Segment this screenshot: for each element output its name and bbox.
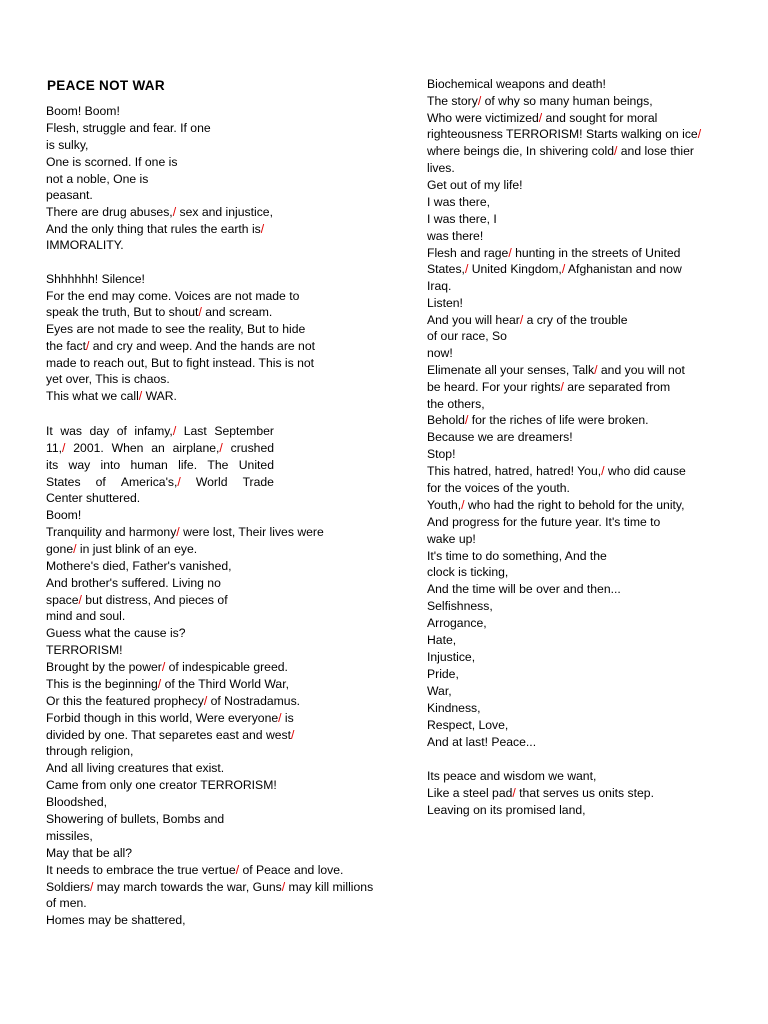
slash-mark: / [161, 660, 166, 674]
poem-line: This is the beginning/ of the Third World War, [46, 677, 289, 691]
poem-word: day [89, 424, 110, 438]
poem-line: Eyes are not made to see the reality, But to hide [46, 322, 306, 336]
poem-word: its [46, 458, 59, 472]
poem-word: The [207, 458, 229, 472]
poem-line: Or this the featured prophecy/ of Nostradamus. [46, 694, 301, 708]
poem-word: infamy,/ [134, 424, 177, 438]
slash-mark: / [519, 313, 524, 327]
poem-line: divided by one. That separetes east and west/ [46, 728, 295, 742]
slash-mark: / [62, 441, 66, 455]
poem-line: through religion, [46, 744, 134, 758]
poem-line: And the only thing that rules the earth is/ [46, 222, 265, 236]
slash-mark: / [461, 498, 465, 512]
poem-line: And progress for the future year. It's time to [427, 515, 661, 529]
poem-line: There are drug abuses,/ sex and injustice, [46, 205, 273, 219]
poem-line: peasant. [46, 188, 93, 202]
poem-line: lives. [427, 161, 455, 175]
poem-line: Listen! [427, 296, 463, 310]
poem-word: 11,/ [46, 441, 66, 455]
poem-line: Who were victimized/ and sought for moral [427, 111, 658, 125]
slash-mark: / [73, 542, 77, 556]
slash-mark: / [613, 144, 618, 158]
poem-word: airplane,/ [172, 441, 223, 455]
poem-line: be heard. For your rights/ are separated from [427, 380, 671, 394]
slash-mark: / [512, 786, 516, 800]
poem-line: Tranquility and harmony/ were lost, Their lives were [46, 525, 324, 539]
poem-word: way [68, 458, 91, 472]
poem-line: Showering of bullets, Bombs and [46, 812, 225, 826]
slash-mark: / [157, 677, 162, 691]
slash-mark: / [177, 475, 181, 489]
slash-mark: / [464, 413, 469, 427]
poem-line: Bloodshed, [46, 795, 107, 809]
slash-mark: / [561, 262, 566, 276]
poem-line: for the voices of the youth. [427, 481, 570, 495]
poem-line: States,/ United Kingdom,/ Afghanistan and now [427, 262, 682, 276]
poem-line: wake up! [427, 532, 476, 546]
slash-mark: / [291, 728, 295, 742]
poem-line: of men. [46, 896, 87, 910]
poem-word: human [130, 458, 168, 472]
poem-line: And brother's suffered. Living no [46, 576, 221, 590]
slash-mark: / [78, 593, 82, 607]
poem-line: Homes may be shattered, [46, 913, 186, 927]
poem-word: Trade [242, 475, 274, 489]
poem-line: Boom! Boom! [46, 104, 120, 118]
poem-line: Brought by the power/ of indespicable greed. [46, 660, 288, 674]
poem-line: May that be all? [46, 846, 133, 860]
poem-line: yet over, This is chaos. [46, 372, 170, 386]
poem-line [46, 457, 274, 473]
poem-word: crushed [230, 441, 274, 455]
poem-line: mind and soul. [46, 609, 126, 623]
poem-line: now! [427, 346, 453, 360]
slash-mark: / [508, 246, 512, 260]
poem-line: And the time will be over and then... [427, 582, 621, 596]
poem-line: Behold/ for the riches of life were broken. [427, 413, 649, 427]
poem-line: where beings die, In shivering cold/ and lose thier [427, 144, 694, 158]
poem-line: Flesh, struggle and fear. If one [46, 121, 211, 135]
poem-word: into [100, 458, 121, 472]
slash-mark: / [601, 464, 605, 478]
slash-mark: / [477, 94, 482, 108]
poem-line: Pride, [427, 667, 459, 681]
poem-line: made to reach out, But to fight instead. This is not [46, 356, 315, 370]
poem-line: speak the truth, But to shout/ and scream. [46, 305, 273, 319]
poem-line: Injustice, [427, 650, 476, 664]
slash-mark: / [260, 222, 265, 236]
poem-line: Mothere's died, Father's vanished, [46, 559, 232, 573]
slash-mark: / [697, 127, 702, 141]
poem-line: gone/ in just blink of an eye. [46, 542, 198, 556]
slash-mark: / [594, 363, 598, 377]
poem-line: This hatred, hatred, hatred! You,/ who did cause [427, 464, 686, 478]
slash-mark: / [278, 711, 282, 725]
poem-word: It [46, 424, 53, 438]
poem-line: of our race, So [427, 329, 507, 343]
poem-line: clock is ticking, [427, 565, 509, 579]
poem-line: the others, [427, 397, 485, 411]
poem-line: Soldiers/ may march towards the war, Guns/ may kill millions [46, 880, 374, 894]
poem-word: September [214, 424, 274, 438]
poem-line: missiles, [46, 829, 93, 843]
poem-line: TERRORISM! [46, 643, 123, 657]
poem-line: Kindness, [427, 701, 481, 715]
poem-line: space/ but distress, And pieces of [46, 593, 228, 607]
poem-word: Last [183, 424, 207, 438]
poem-word: States [46, 475, 81, 489]
poem-word: life. [178, 458, 198, 472]
poem-line: One is scorned. If one is [46, 155, 178, 169]
poem-line: War, [427, 684, 452, 698]
slash-mark: / [172, 205, 177, 219]
poem-line: Biochemical weapons and death! [427, 77, 606, 91]
poem-line: Because we are dreamers! [427, 430, 573, 444]
poem-line: Center shuttered. [46, 491, 141, 505]
slash-mark: / [560, 380, 564, 394]
poem-line: Shhhhhh! Silence! [46, 272, 145, 286]
slash-mark: / [235, 863, 240, 877]
slash-mark: / [138, 389, 143, 403]
poem-word: America's,/ [120, 475, 181, 489]
poem-line: Elimenate all your senses, Talk/ and you will not [427, 363, 685, 377]
poem-line: Youth,/ who had the right to behold for the unity, [427, 498, 685, 512]
poem-line: For the end may come. Voices are not made to [46, 289, 300, 303]
poem-line: Boom! [46, 508, 82, 522]
poem-word: of [95, 475, 106, 489]
poem-line: is sulky, [46, 138, 89, 152]
slash-mark: / [203, 694, 208, 708]
poem-line [46, 423, 274, 439]
slash-mark: / [90, 880, 94, 894]
poem-line: I was there, I [427, 212, 497, 226]
poem-line: And you will hear/ a cry of the trouble [427, 313, 628, 327]
poem-line: The story/ of why so many human beings, [427, 94, 653, 108]
poem-line: Its peace and wisdom we want, [427, 769, 597, 783]
poem-line: And all living creatures that exist. [46, 761, 225, 775]
poem-line: Selfishness, [427, 599, 493, 613]
poem-line: the fact/ and cry and weep. And the hands are not [46, 339, 316, 353]
slash-mark: / [538, 111, 543, 125]
poem-line: Came from only one creator TERRORISM! [46, 778, 277, 792]
poem-line: IMMORALITY. [46, 238, 124, 252]
slash-mark: / [281, 880, 286, 894]
poem-word: When [111, 441, 144, 455]
poem-line: Arrogance, [427, 616, 487, 630]
poem-line: Stop! [427, 447, 456, 461]
poem-title: PEACE NOT WAR [47, 78, 165, 93]
poem-line: Forbid though in this world, Were everyone/ is [46, 711, 294, 725]
poem-line: It needs to embrace the true vertue/ of Peace and love. [46, 863, 344, 877]
poem-line: Like a steel pad/ that serves us onits step. [427, 786, 654, 800]
poem-word: World [195, 475, 228, 489]
poem-line: Get out of my life! [427, 178, 523, 192]
poem-line: This what we call/ WAR. [46, 389, 177, 403]
slash-mark: / [198, 305, 202, 319]
poem-line: righteousness TERRORISM! Starts walking on ice/ [427, 127, 702, 141]
poem-word: an [151, 441, 165, 455]
poem-line: Iraq. [427, 279, 452, 293]
poem-line: Flesh and rage/ hunting in the streets of United [427, 246, 681, 260]
slash-mark: / [172, 424, 177, 438]
poem-line: not a noble, One is [46, 172, 149, 186]
poem-line: And at last! Peace... [427, 735, 537, 749]
poem-line: Respect, Love, [427, 718, 509, 732]
poem-line: I was there, [427, 195, 490, 209]
slash-mark: / [176, 525, 180, 539]
poem-line: was there! [427, 229, 484, 243]
poem-line: It's time to do something, And the [427, 549, 607, 563]
poem-word: was [60, 424, 82, 438]
poem-word: 2001. [73, 441, 104, 455]
poem-line: Leaving on its promised land, [427, 803, 586, 817]
slash-mark: / [219, 441, 223, 455]
slash-mark: / [464, 262, 469, 276]
slash-mark: / [85, 339, 90, 353]
poem-line: Hate, [427, 633, 457, 647]
poem-word: of [116, 424, 127, 438]
poem-line [46, 440, 274, 456]
poem-line: Guess what the cause is? [46, 626, 186, 640]
poem-line [46, 474, 274, 490]
poem-word: United [238, 458, 274, 472]
